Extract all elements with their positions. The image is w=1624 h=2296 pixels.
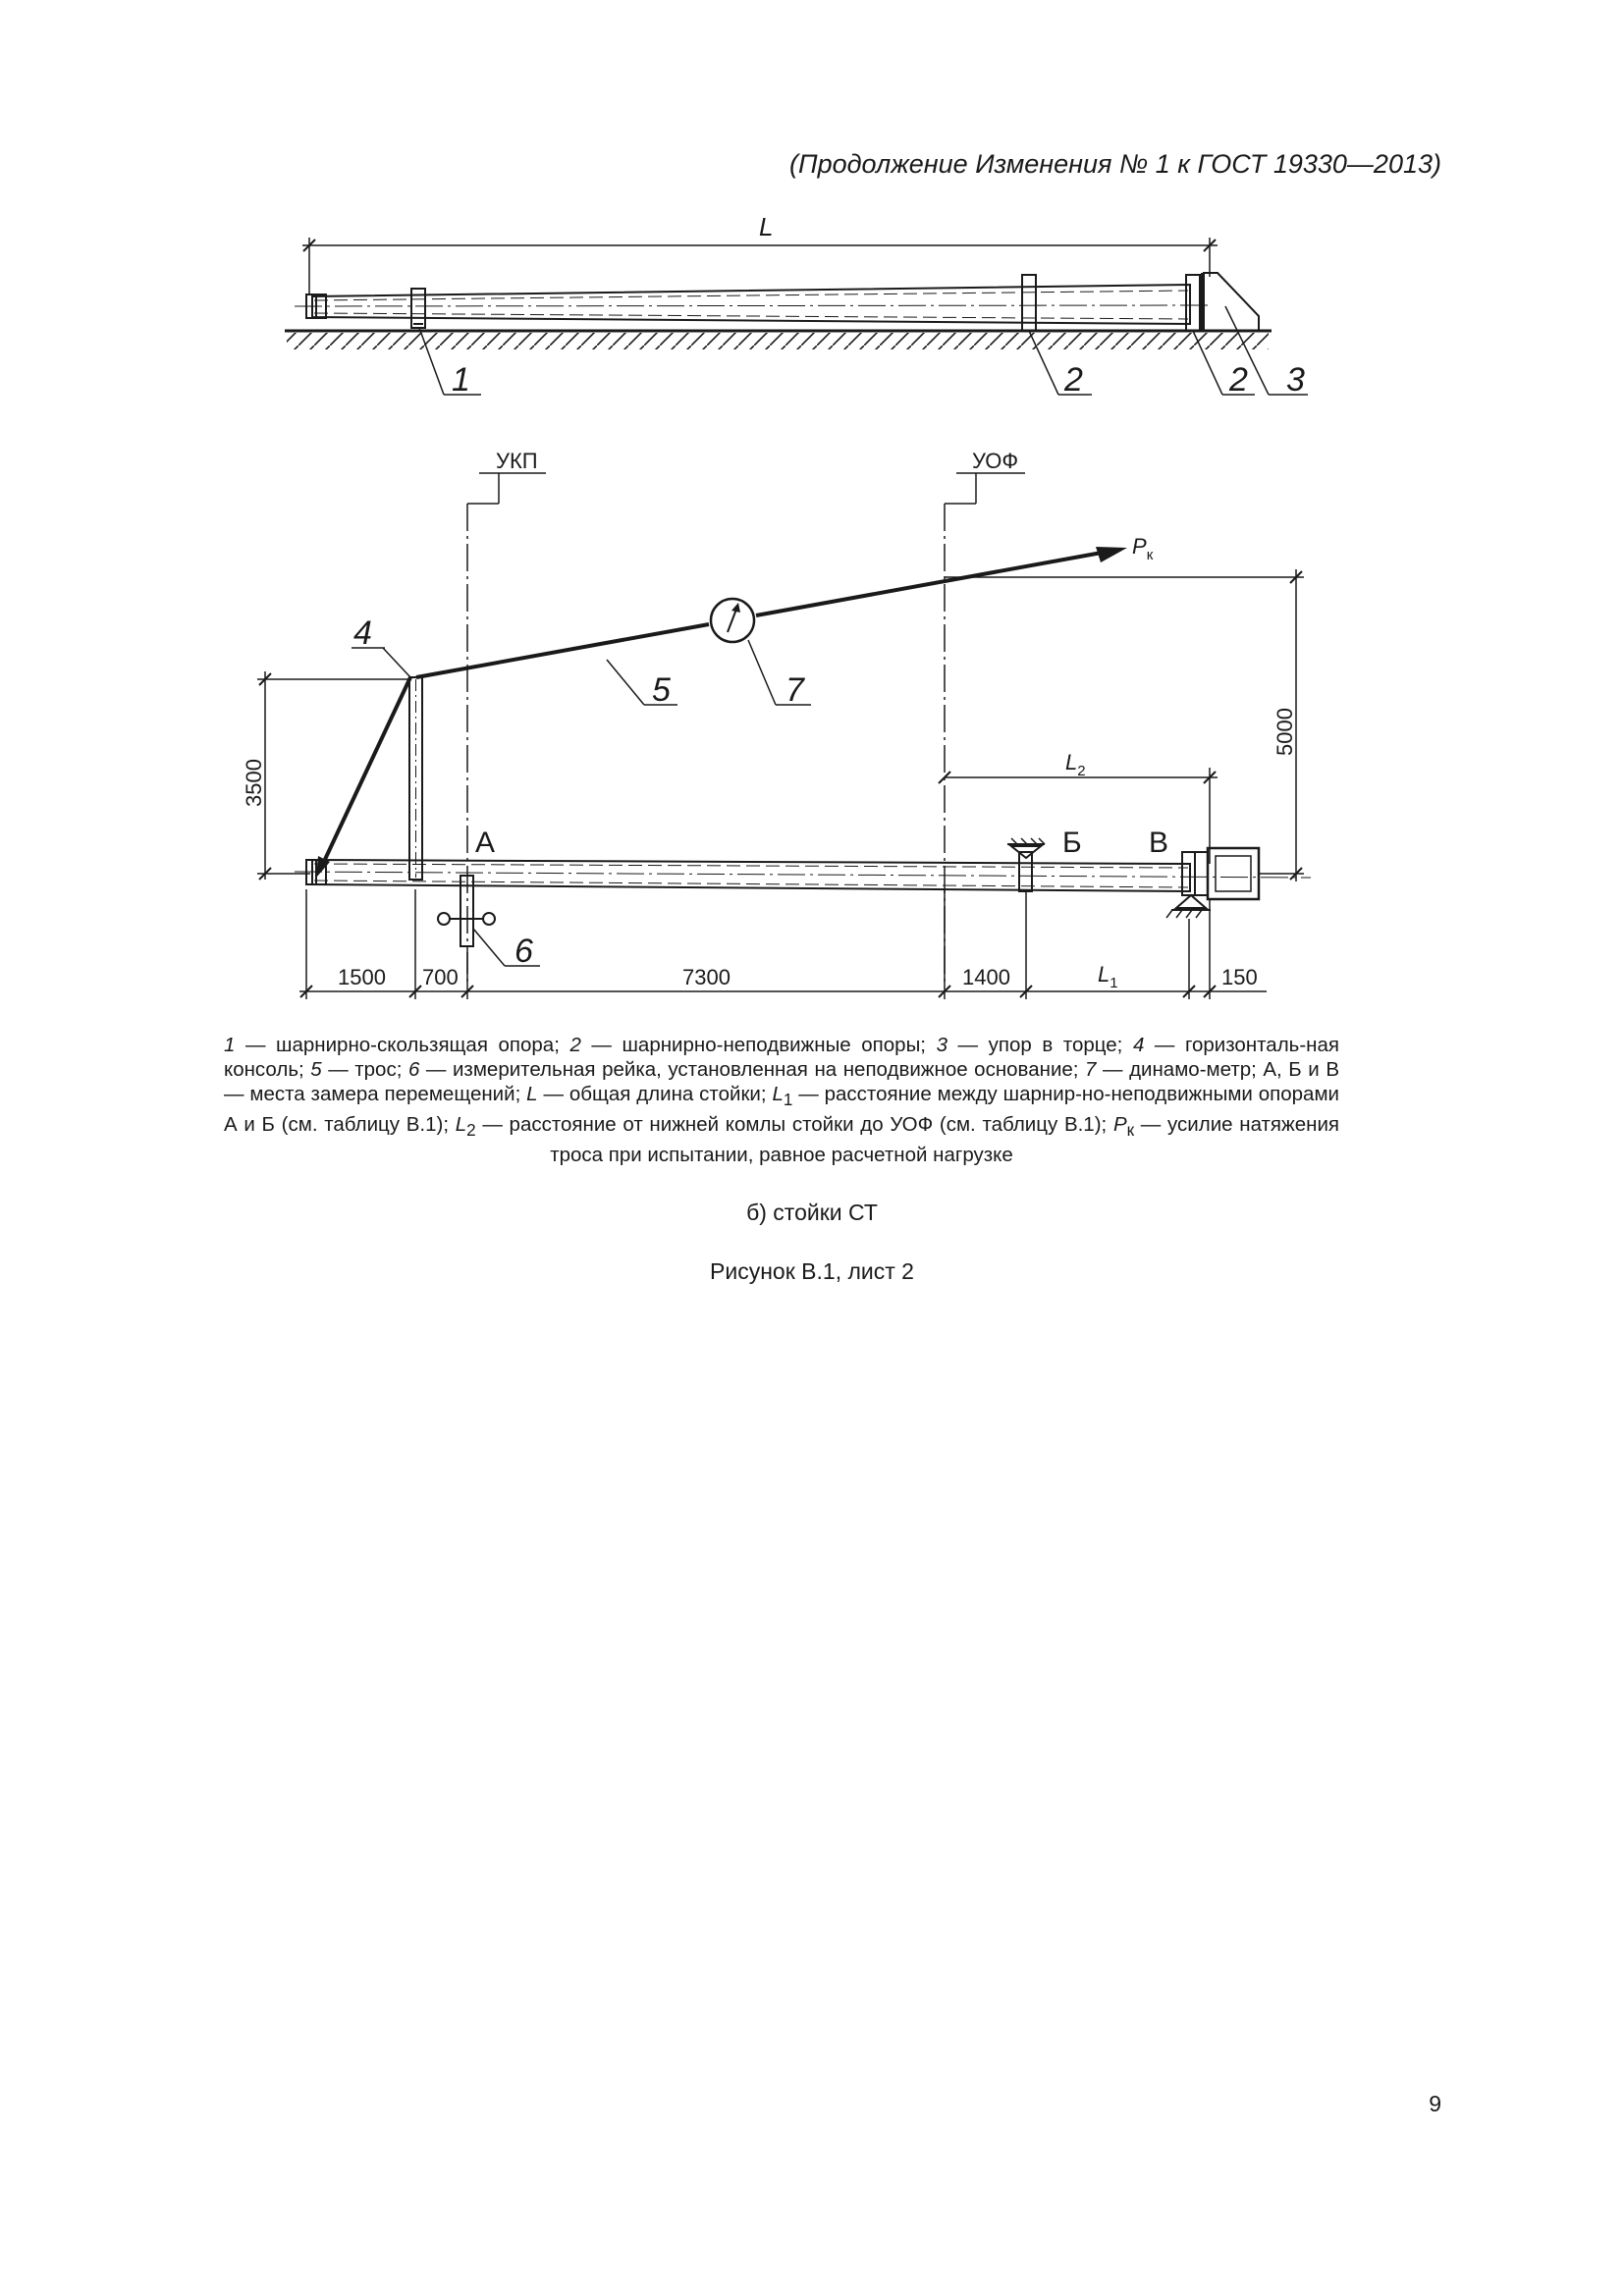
callout-4: 4 bbox=[353, 614, 372, 652]
point-a: А bbox=[475, 827, 496, 859]
label-ukp: УКП bbox=[496, 449, 538, 473]
callout-2b: 2 bbox=[1229, 361, 1248, 399]
page-number: 9 bbox=[1429, 2091, 1441, 2116]
force-arrow bbox=[1096, 547, 1127, 562]
dim-150: 150 bbox=[1221, 965, 1258, 989]
point-b: Б bbox=[1062, 827, 1082, 859]
label-uof: УОФ bbox=[972, 449, 1019, 473]
support-v bbox=[1182, 852, 1195, 895]
end-stop-3 bbox=[1204, 273, 1259, 331]
dim-label-L: L bbox=[759, 212, 774, 241]
callout-5: 5 bbox=[652, 671, 671, 709]
dim-1400: 1400 bbox=[962, 965, 1010, 989]
dim-5000: 5000 bbox=[1272, 708, 1297, 756]
dim-1500: 1500 bbox=[338, 965, 386, 989]
figure-title: Рисунок В.1, лист 2 bbox=[710, 1258, 914, 1284]
figure-legend: 1 — шарнирно-скользящая опора; 2 — шарнирно-неподвижные опоры; 3 — упор в торце; 4 — горизонталь-ная консоль; 5 — трос; 6 — измерительная рейка, установленная на неподвижное основание; 7 — динамо-метр; А, Б и В — места замера перемещений; L — общая длина стойки; $L_1$ — расстояние между шарнир-но-неподвижными опорами А и Б (см. таблицу В.1); $L_2$ — расстояние от нижней комлы стойки до УОФ (см. таблицу В.1); $P_к$ — усилие натяжения троса при испытании, равное расчетной нагрузке bbox=[224, 1034, 1339, 1167]
main-view bbox=[242, 449, 1311, 999]
dim-7300: 7300 bbox=[682, 965, 731, 989]
callout-3: 3 bbox=[1286, 361, 1305, 399]
subfigure-label: б) стойки СТ bbox=[746, 1200, 878, 1225]
callout-6: 6 bbox=[514, 933, 533, 970]
force-label: $P_к$ bbox=[1132, 534, 1154, 563]
callout-1: 1 bbox=[452, 361, 470, 399]
dim-700: 700 bbox=[422, 965, 459, 989]
top-view bbox=[285, 212, 1308, 399]
callout-7: 7 bbox=[785, 671, 804, 709]
dim-3500: 3500 bbox=[242, 759, 266, 807]
console-brace bbox=[321, 677, 410, 868]
callout-2a: 2 bbox=[1064, 361, 1083, 399]
technical-drawing bbox=[0, 0, 1624, 1041]
running-header: (Продолжение Изменения № 1 к ГОСТ 19330—2013) bbox=[789, 149, 1441, 179]
support-2b bbox=[1186, 275, 1200, 331]
ground-hatch bbox=[287, 333, 1269, 349]
cable-5 bbox=[416, 624, 709, 677]
point-v: В bbox=[1149, 827, 1169, 859]
dim-L2: $L_2$ bbox=[1065, 750, 1086, 779]
dim-L1: $L_1$ bbox=[1098, 962, 1118, 991]
pole-top-view bbox=[312, 285, 1190, 324]
